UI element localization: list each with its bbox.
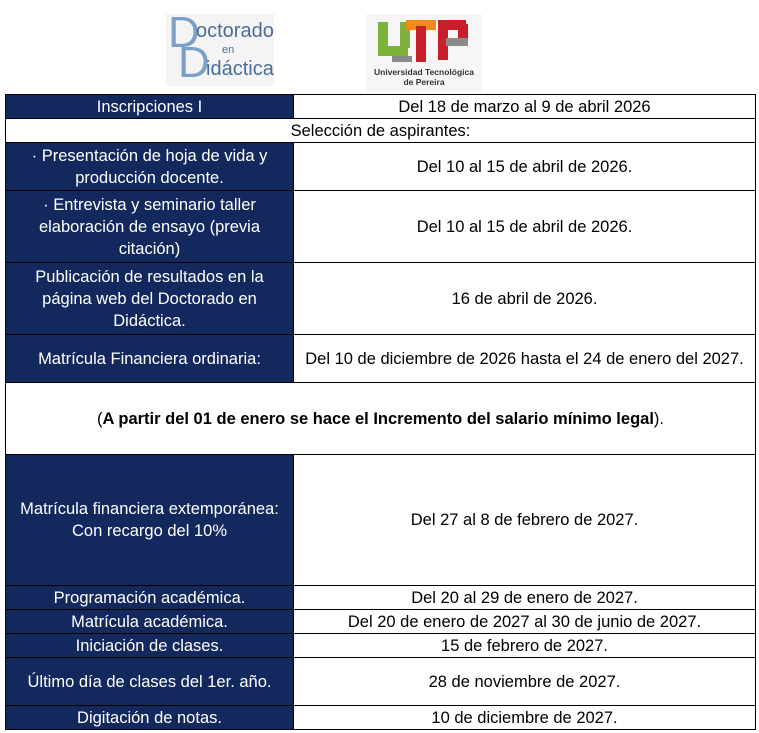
seleccion-aspirantes-header: Selección de aspirantes: (6, 119, 756, 143)
logo-text-en: en (222, 44, 235, 56)
matricula-extemporanea-label: Matrícula financiera extemporánea: Con recargo del 10% (6, 455, 294, 586)
table-row (6, 658, 756, 706)
hoja-vida-label: · Presentación de hoja de vida y producción docente. (6, 143, 294, 191)
utp-caption-line2: de Pereira (403, 77, 445, 87)
utp-emblem-icon (366, 16, 482, 70)
iniciacion-value: 15 de febrero de 2027. (294, 634, 756, 658)
utp-caption-line1: Universidad Tecnológica (374, 67, 474, 77)
iniciacion-label: Iniciación de clases. (6, 634, 294, 658)
entrevista-value: Del 10 al 15 de abril de 2026. (294, 191, 756, 263)
programacion-value: Del 20 al 29 de enero de 2027. (294, 586, 756, 610)
programacion-label: Programación académica. (6, 586, 294, 610)
nota-bold-text: A partir del 01 de enero se hace el Incremento del salario mínimo legal (102, 409, 654, 428)
table-row (6, 119, 756, 143)
logo-text-octorado: octorado (196, 20, 274, 42)
matricula-extemporanea-value: Del 27 al 8 de febrero de 2027. (294, 455, 756, 586)
matricula-ordinaria-label: Matrícula Financiera ordinaria: (6, 335, 294, 383)
logo-text-idactica: idáctica (206, 58, 274, 80)
schedule-table (5, 94, 756, 730)
digitacion-label: Digitación de notas. (6, 706, 294, 730)
table-row (6, 335, 756, 383)
incremento-salario-nota (6, 383, 756, 455)
inscripciones-value: Del 18 de marzo al 9 de abril 2026 (294, 95, 756, 119)
digitacion-value: 10 de diciembre de 2027. (294, 706, 756, 730)
table-row (6, 634, 756, 658)
publicacion-value: 16 de abril de 2026. (294, 263, 756, 335)
inscripciones-label: Inscripciones I (6, 95, 294, 119)
matricula-academica-label: Matrícula académica. (6, 610, 294, 634)
logo-initial-d-top: D (168, 8, 200, 57)
nota-open: ( (96, 409, 103, 428)
ultimo-dia-label: Último día de clases del 1er. año. (6, 658, 294, 706)
publicacion-label: Publicación de resultados en la página web del Doctorado en Didáctica. (6, 263, 294, 335)
doctorado-didactica-logo (166, 8, 274, 87)
matricula-ordinaria-value: Del 10 de diciembre de 2026 hasta el 24 de enero del 2027. (294, 335, 756, 383)
table-row (6, 610, 756, 634)
table-row (6, 455, 756, 586)
table-row (6, 191, 756, 263)
utp-logo (366, 14, 482, 92)
table-row (6, 95, 756, 119)
hoja-vida-value: Del 10 al 15 de abril de 2026. (294, 143, 756, 191)
nota-close: ). (653, 409, 664, 428)
entrevista-label: · Entrevista y seminario taller elaboración de ensayo (previa citación) (6, 191, 294, 263)
table-row (6, 263, 756, 335)
table-row (6, 383, 756, 455)
table-row (6, 143, 756, 191)
header-logos (0, 0, 759, 92)
table-row (6, 586, 756, 610)
matricula-academica-value: Del 20 de enero de 2027 al 30 de junio de 2027. (294, 610, 756, 634)
logo-initial-d-bottom: D (178, 38, 210, 87)
ultimo-dia-value: 28 de noviembre de 2027. (294, 658, 756, 706)
table-row (6, 706, 756, 730)
